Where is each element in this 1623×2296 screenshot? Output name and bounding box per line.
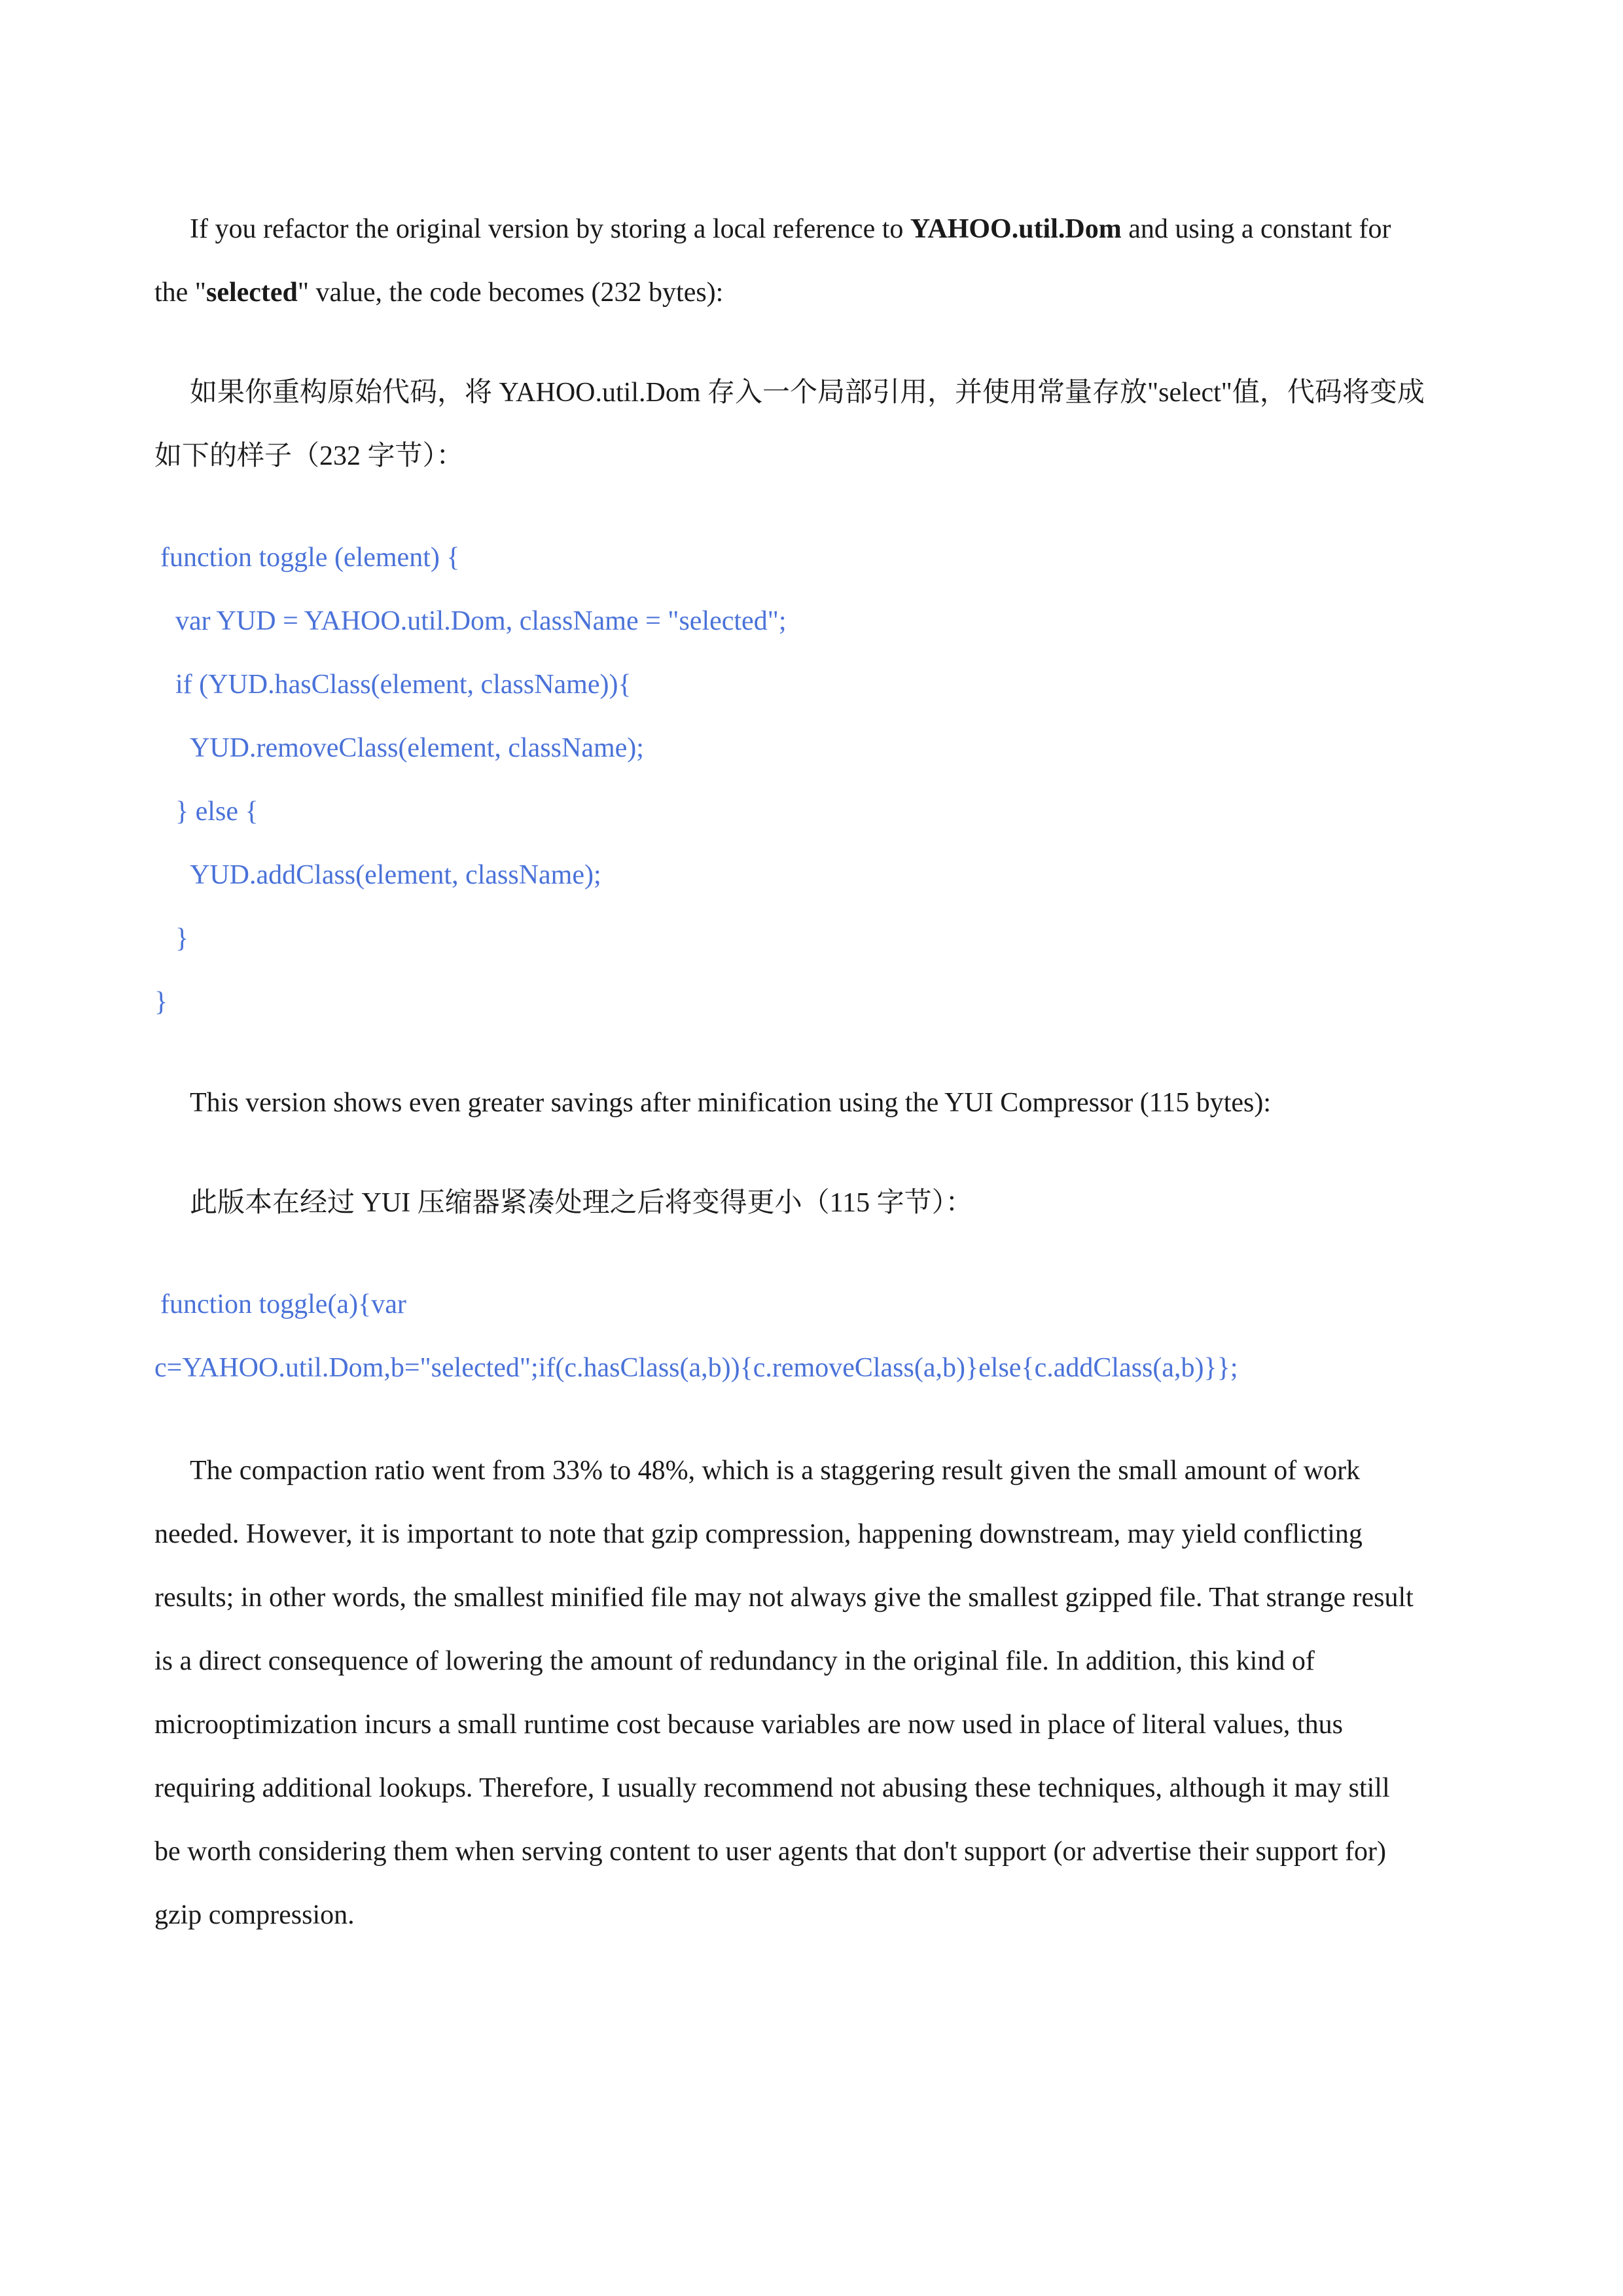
minify-zh-line: 此版本在经过 YUI 压缩器紧凑处理之后将变得更小（115 字节）： xyxy=(190,1188,973,1218)
closing-line-2: needed. However, it is important to note that gzip compression, happening downstream, may yield conflicting xyxy=(154,1519,1363,1549)
intro-en-line-1 xyxy=(190,209,1391,249)
closing-line-6: requiring additional lookups. Therefore, I usually recommend not abusing these techniques, although it may still xyxy=(154,1773,1390,1803)
code2-line-1: function toggle(a){var xyxy=(160,1289,406,1319)
code1-line-7: } xyxy=(175,924,189,954)
intro-en-bold-1: YAHOO.util.Dom xyxy=(910,214,1122,244)
intro-en-text-1: If you refactor the original version by storing a local reference to xyxy=(190,214,910,244)
closing-line-4: is a direct consequence of lowering the amount of redundancy in the original file. In addition, this kind of xyxy=(154,1646,1315,1676)
closing-line-3: results; in other words, the smallest minified file may not always give the smallest gzipped file. That strange result xyxy=(154,1583,1414,1613)
code1-line-8: } xyxy=(154,987,168,1017)
intro-en-bold-2: selected xyxy=(205,278,298,308)
closing-line-5: microoptimization incurs a small runtime cost because variables are now used in place of literal values, thus xyxy=(154,1710,1343,1740)
code1-line-3: if (YUD.hasClass(element, className)){ xyxy=(175,670,632,700)
closing-line-1: The compaction ratio went from 33% to 48%, which is a staggering result given the small amount of work xyxy=(190,1456,1361,1486)
intro-zh-line-2: 如下的样子（232 字节）： xyxy=(154,441,464,471)
intro-en-text-3: the " xyxy=(154,278,206,308)
code1-line-4: YUD.removeClass(element, className); xyxy=(190,733,644,763)
code1-line-5: } else { xyxy=(175,797,259,827)
code1-line-2: var YUD = YAHOO.util.Dom, className = "selected"; xyxy=(175,606,787,636)
intro-en-text-2: and using a constant for xyxy=(1121,214,1391,244)
intro-zh-line-1: 如果你重构原始代码，将 YAHOO.util.Dom 存入一个局部引用，并使用常量存放"select"值，代码将变成 xyxy=(190,378,1425,408)
minify-en-line: This version shows even greater savings after minification using the YUI Compressor (115 bytes): xyxy=(190,1088,1272,1118)
code1-line-1: function toggle (element) { xyxy=(160,543,460,573)
closing-line-7: be worth considering them when serving content to user agents that don't support (or advertise their support for) xyxy=(154,1837,1386,1867)
intro-en-line-2 xyxy=(154,273,723,312)
intro-en-text-4: " value, the code becomes (232 bytes): xyxy=(297,278,724,308)
code1-line-6: YUD.addClass(element, className); xyxy=(190,860,601,890)
closing-line-8: gzip compression. xyxy=(154,1900,355,1930)
code2-line-2: c=YAHOO.util.Dom,b="selected";if(c.hasClass(a,b)){c.removeClass(a,b)}else{c.addClass(a,b)}}; xyxy=(154,1353,1238,1383)
